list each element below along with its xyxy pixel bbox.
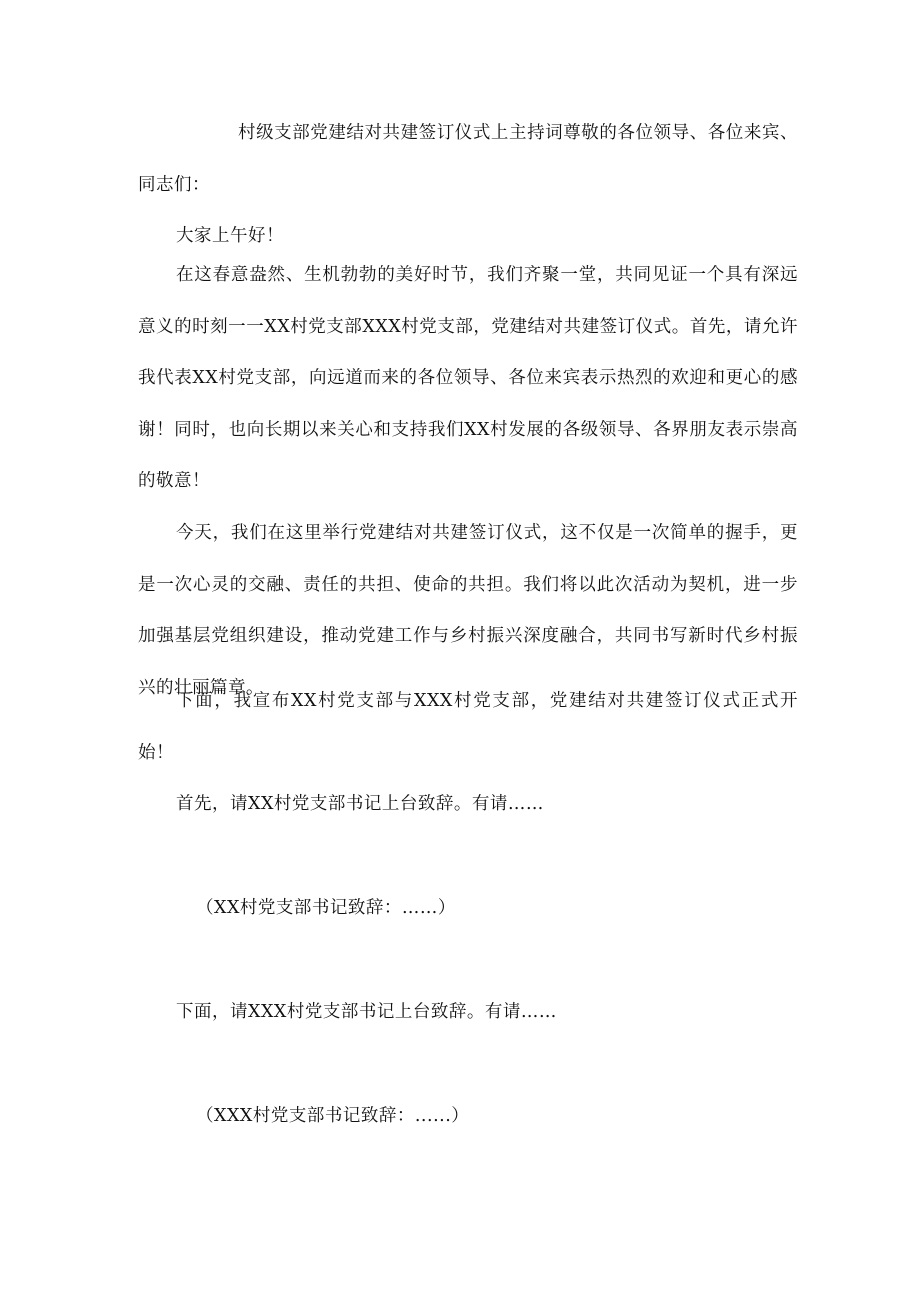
- intro-paragraph: 在这春意盎然、生机勃勃的美好时节，我们齐聚一堂，共同见证一个具有深远意义的时刻一一XX村党支部XXX村党支部，党建结对共建签订仪式。首先，请允许我代表XX村党支部，向远道而来的各位领导、各位来宾表示热烈的欢迎和更心的感谢！同时，也向长期以来关心和支持我们XX村发展的各级领导、各界朋友表示崇高的敬意！: [138, 265, 798, 491]
- first-speaker-paragraph: 首先，请XX村党支部书记上台致辞。有请……: [176, 794, 544, 814]
- speech-note-1: （XX村党支部书记致辞：……）: [196, 898, 456, 918]
- today-paragraph: 今天，我们在这里举行党建结对共建签订仪式，这不仅是一次简单的握手，更是一次心灵的交融、责任的共担、使命的共担。我们将以此次活动为契机，进一步加强基层党组织建设，推动党建工作与乡村振兴深度融合，共同书写新时代乡村振兴的壮丽篇章。: [138, 523, 798, 698]
- document-title-paragraph: 村级支部党建结对共建签订仪式上主持词尊敬的各位领导、各位来宾、同志们：: [138, 123, 798, 195]
- announcement-paragraph: 下面，我宣布XX村党支部与XXX村党支部，党建结对共建签订仪式正式开始！: [138, 691, 798, 763]
- greeting-paragraph: 大家上午好！: [176, 226, 284, 246]
- next-speaker-paragraph: 下面，请XXX村党支部书记上台致辞。有请……: [176, 1002, 557, 1022]
- speech-note-2: （XXX村党支部书记致辞：......）: [196, 1106, 470, 1126]
